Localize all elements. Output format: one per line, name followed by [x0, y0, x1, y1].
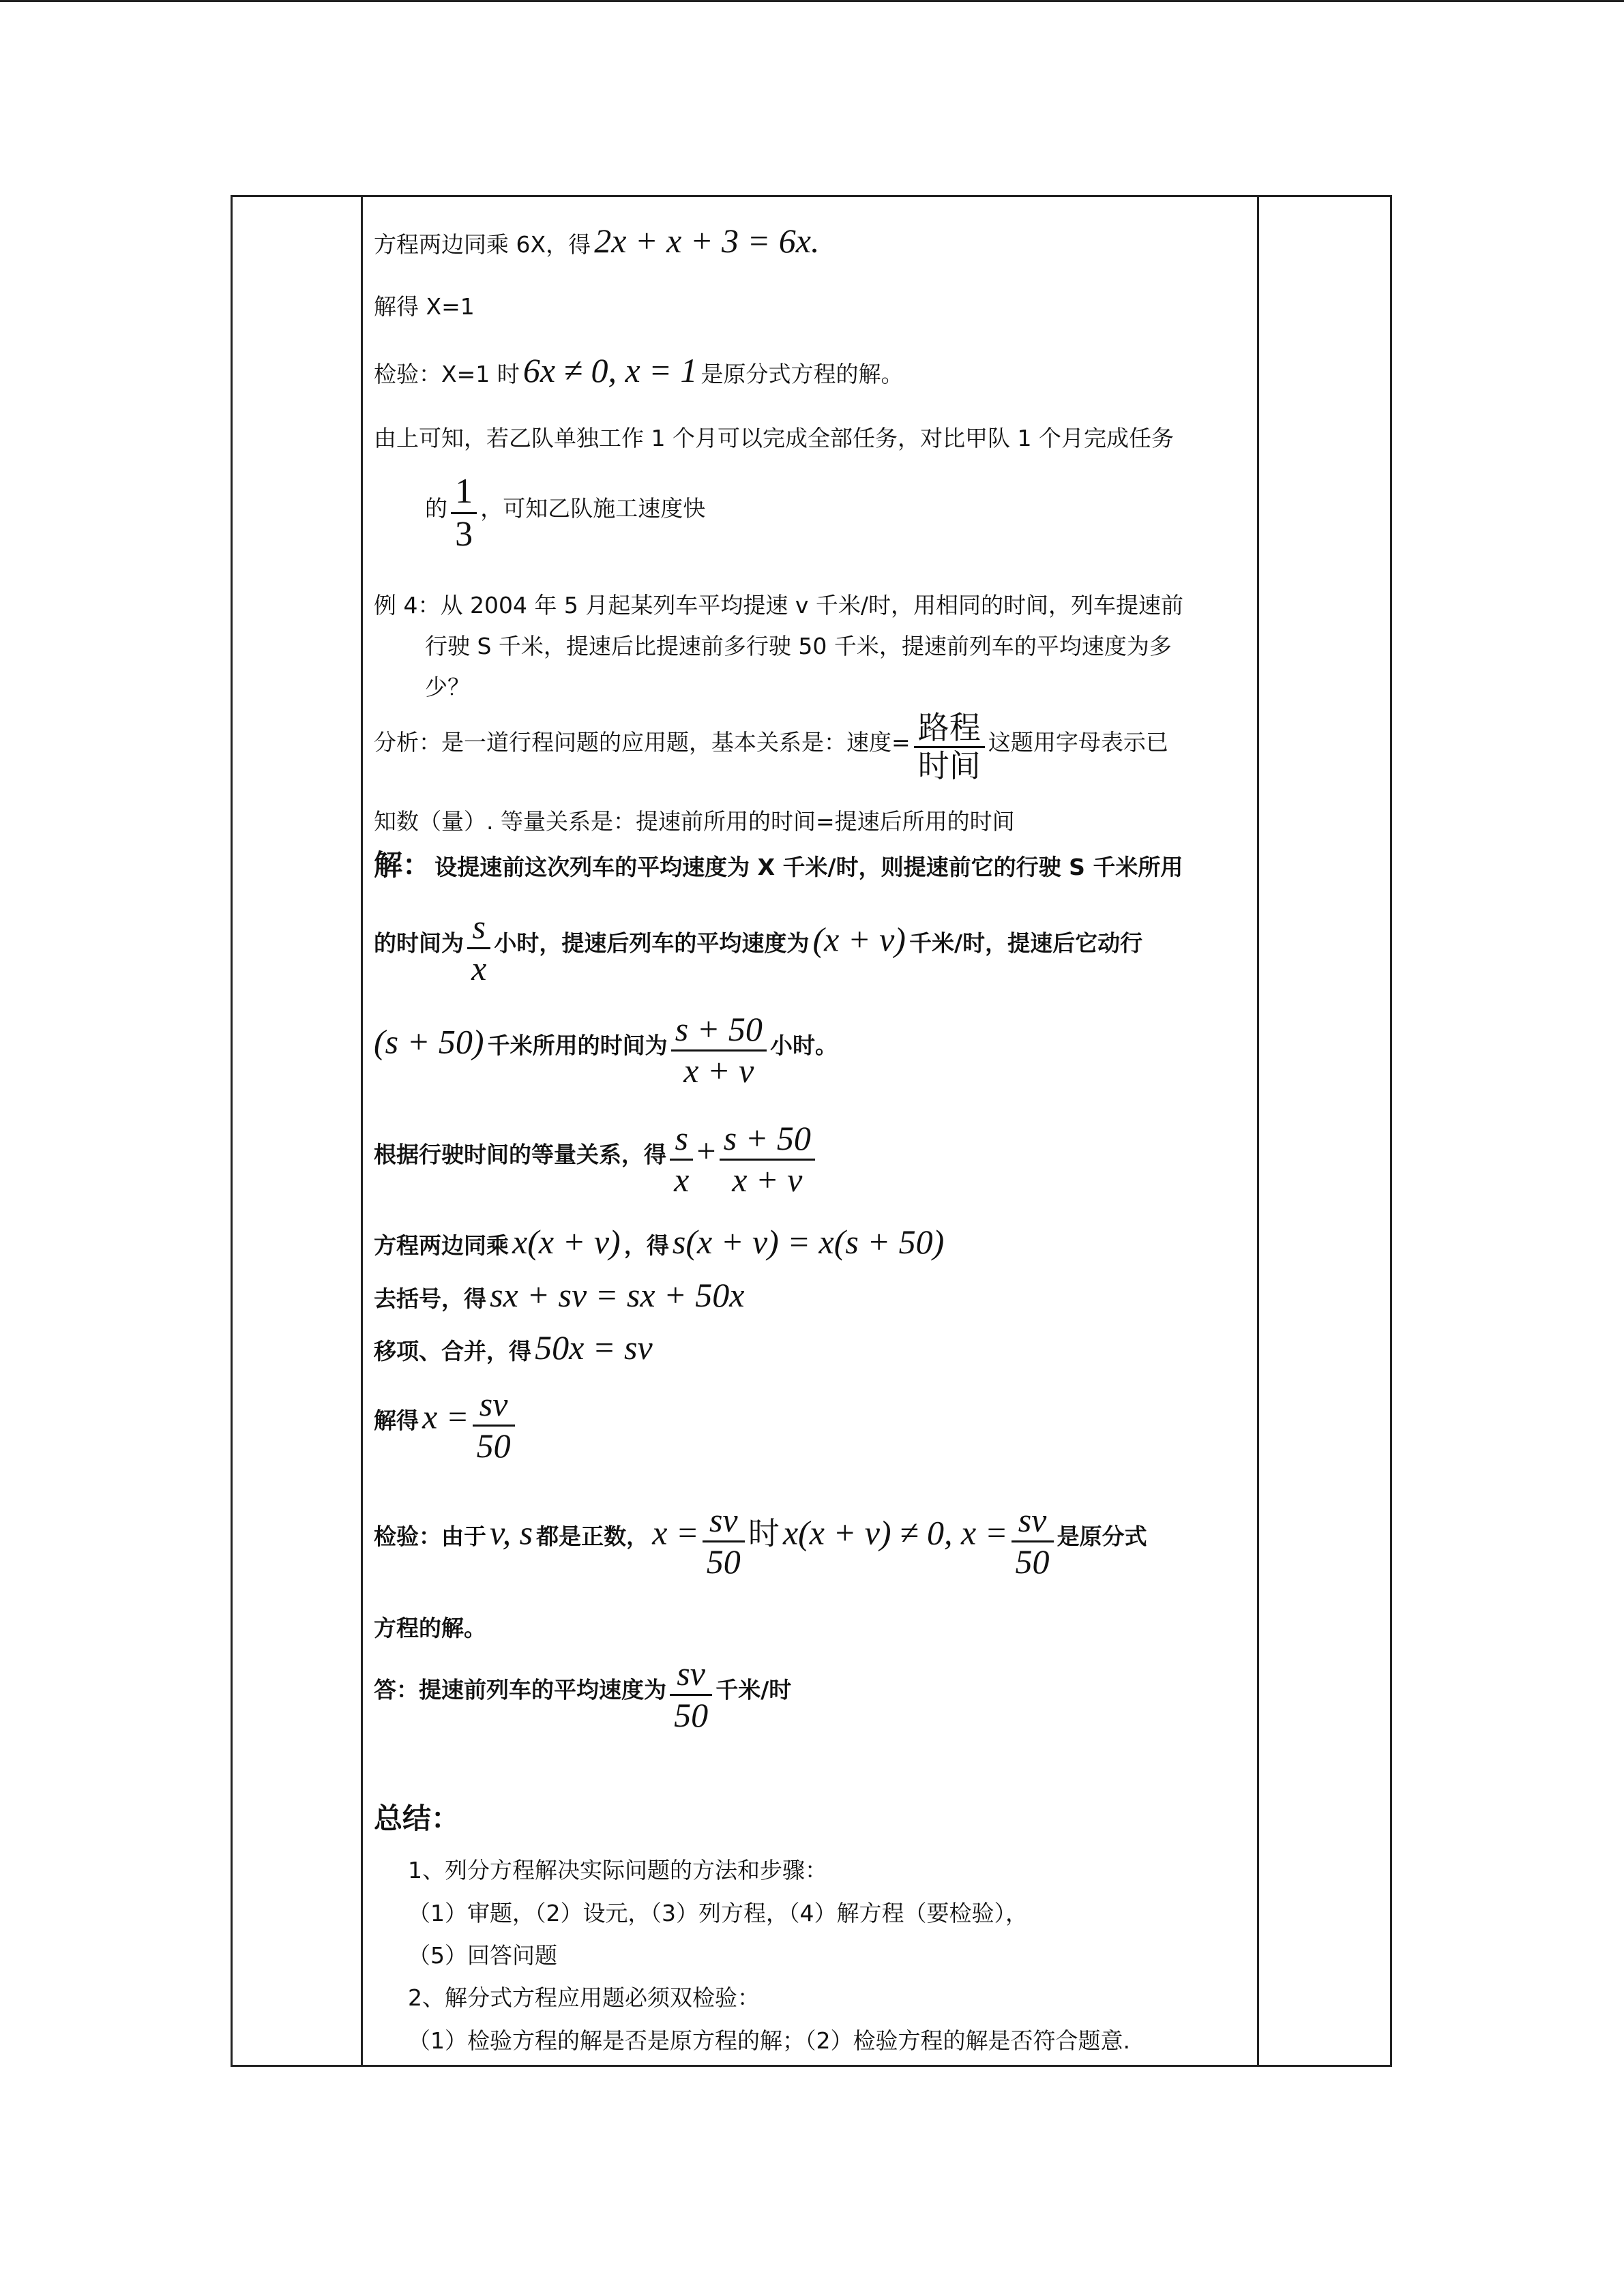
line-text: 方程两边同乘 [374, 1232, 509, 1259]
line-text: 千米/时，提速后它动行 [909, 929, 1143, 957]
answer-line [374, 1654, 791, 1735]
fraction-numerator: sv [670, 1654, 712, 1696]
analysis-line-1 [374, 710, 1168, 784]
summary-line-2: （1）审题，（2）设元，（3）列方程，（4）解方程（要检验）， [408, 1900, 1028, 1926]
line-text: 方程两边同乘 6X，得 [374, 231, 591, 258]
example-4-line-2: 行驶 S 千米，提速后比提速前多行驶 50 千米，提速前列车的平均速度为多 [425, 633, 1172, 659]
equation: 2x + x + 3 = 6x. [594, 222, 820, 260]
line-text: 时 [748, 1515, 780, 1552]
fraction [670, 1119, 693, 1199]
fraction-denominator: 50 [476, 1426, 511, 1465]
equation: 6x ≠ 0, x = 1 [522, 351, 698, 389]
equation: (s + 50) [374, 1022, 484, 1061]
fraction-numerator: sv [473, 1385, 515, 1427]
check-line-2: 方程的解。 [374, 1615, 486, 1641]
solution-line-3 [374, 1010, 838, 1090]
line-text: 是原分式 [1057, 1523, 1147, 1550]
fraction-denominator: 50 [706, 1542, 741, 1581]
line-text: 移项、合并，得 [374, 1338, 531, 1365]
fraction [703, 1501, 745, 1581]
solution-heading: 解： [374, 848, 432, 882]
line-text: 设提速前这次列车的平均速度为 X 千米/时，则提速前它的行驶 S 千米所用 [434, 854, 1183, 880]
equation: x = [652, 1513, 699, 1552]
fraction [720, 1119, 815, 1199]
equation: (x + v) [812, 920, 906, 959]
line-text: 小时。 [769, 1032, 838, 1059]
solution-line-5 [374, 1225, 944, 1259]
equation: x(x + v) ≠ 0, x = [782, 1513, 1008, 1552]
fraction-denominator: 3 [455, 514, 473, 554]
fraction [914, 710, 985, 784]
equation: x = [422, 1397, 469, 1436]
fraction [467, 908, 490, 988]
line-text: 检验：X=1 时 [374, 361, 520, 387]
line-text: 根据行驶时间的等量关系，得 [374, 1141, 666, 1168]
content-cell [374, 195, 1254, 2067]
fraction-numerator: sv [1012, 1501, 1054, 1542]
line-text: 这题用字母表示已 [988, 728, 1168, 756]
fraction [671, 1010, 767, 1090]
example-4-line-1: 例 4：从 2004 年 5 月起某列车平均提速 v 千米/时，用相同的时间，列车提速前 [374, 592, 1184, 618]
column-divider-1 [361, 197, 363, 2065]
fraction-denominator: x + v [732, 1160, 803, 1199]
equation: sx + sv = sx + 50x [490, 1276, 745, 1314]
fraction-numerator: sv [703, 1501, 745, 1542]
fraction-denominator: x [471, 949, 487, 987]
summary-line-3: （5）回答问题 [408, 1942, 557, 1969]
fraction-numerator: s [670, 1119, 693, 1161]
fraction-numerator: s + 50 [720, 1119, 815, 1161]
line-text: 小时，提速后列车的平均速度为 [494, 929, 810, 957]
solution-line-8 [374, 1385, 515, 1465]
example-4-line-3: 少？ [425, 674, 470, 700]
line-text: 答：提速前列车的平均速度为 [374, 1676, 666, 1703]
column-divider-2 [1257, 197, 1259, 2065]
line-text: 分析：是一道行程问题的应用题，基本关系是：速度= [374, 728, 911, 756]
check-line-1 [374, 1501, 1147, 1581]
fraction-denominator: 时间 [917, 747, 981, 784]
analysis-line-2: 知数（量）. 等量关系是：提速前所用的时间=提速后所用的时间 [374, 808, 1015, 835]
line-text: 解得 [374, 1407, 419, 1434]
solution-line-4 [374, 1119, 815, 1199]
line-text: ，可知乙队施工速度快 [480, 494, 706, 522]
fraction [1012, 1501, 1054, 1581]
fraction [670, 1654, 712, 1735]
equation: v, s [490, 1513, 533, 1552]
fraction-numerator: 1 [451, 471, 477, 514]
line-multiply [374, 224, 820, 258]
line-text: 都是正数， [536, 1523, 649, 1550]
page-top-border [0, 0, 1624, 2]
fraction-denominator: 50 [1015, 1542, 1050, 1581]
line-conclusion-2 [425, 471, 705, 555]
line-text: 千米/时 [715, 1676, 792, 1703]
line-conclusion: 由上可知，若乙队单独工作 1 个月可以完成全部任务，对比甲队 1 个月完成任务 [374, 425, 1174, 451]
summary-line-5: （1）检验方程的解是否是原方程的解；（2）检验方程的解是否符合题意. [408, 2027, 1130, 2054]
line-text: 检验：由于 [374, 1523, 486, 1550]
solution-line-7 [374, 1330, 653, 1365]
line-text: ，得 [623, 1232, 669, 1259]
plus-sign: + [696, 1131, 716, 1170]
solution-line-1 [374, 848, 1183, 882]
line-text: 的 [425, 494, 447, 522]
equation: 50x = sv [535, 1328, 653, 1367]
summary-line-1: 1、列分方程解决实际问题的方法和步骤： [408, 1857, 827, 1883]
fraction-numerator: s [467, 908, 490, 949]
fraction-denominator: 50 [674, 1695, 709, 1734]
line-text: 是原分式方程的解。 [700, 361, 904, 387]
line-text: 千米所用的时间为 [487, 1032, 668, 1059]
solution-line-2 [374, 908, 1142, 988]
equation: s(x + v) = x(s + 50) [672, 1223, 945, 1261]
fraction-numerator: s + 50 [671, 1010, 767, 1052]
fraction-numerator: 路程 [914, 710, 985, 748]
line-check [374, 353, 904, 387]
summary-line-4: 2、解分式方程应用题必须双检验： [408, 1984, 760, 2011]
solution-line-6 [374, 1278, 744, 1312]
fraction [473, 1385, 515, 1465]
fraction [451, 471, 477, 555]
fraction-denominator: x + v [683, 1051, 754, 1090]
line-text: 的时间为 [374, 929, 464, 957]
summary-heading: 总结： [374, 1802, 460, 1835]
line-text: 去括号，得 [374, 1285, 486, 1312]
fraction-denominator: x [674, 1160, 690, 1199]
equation: x(x + v) [512, 1223, 621, 1261]
line-solve-x: 解得 X=1 [374, 293, 475, 320]
